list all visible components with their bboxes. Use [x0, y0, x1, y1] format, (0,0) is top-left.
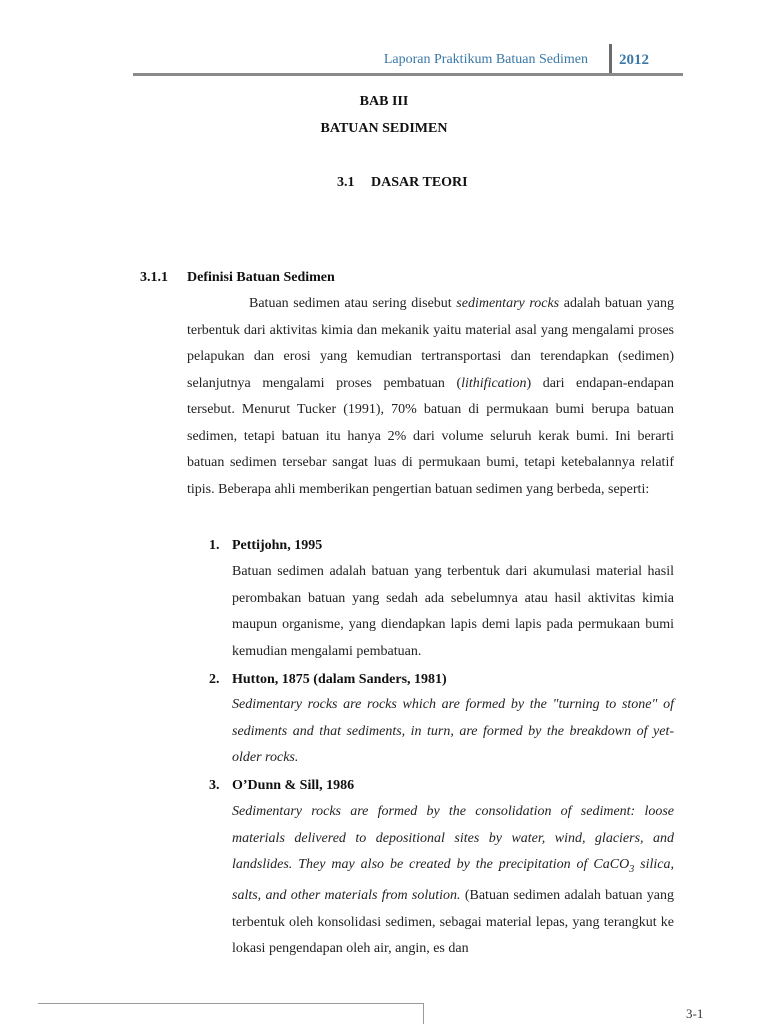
section-number: 3.1	[337, 175, 355, 190]
definition-3-italic-a: Sedimentary rocks are formed by the consolidation of sediment: loose materials delivered to depositional sites by water, wind, glaciers, and landslides. They may also be created by the precipitation of CaCO	[232, 804, 674, 872]
running-header-year: 2012	[619, 52, 649, 68]
definition-1-text: Batuan sedimen adalah batuan yang terbentuk dari akumulasi material hasil perombakan batuan yang sedah ada sebelumnya atau hasil aktivitas kimia maupun organisme, yang diendapkan lapis demi lapis pada permukaan bumi kemudian mengalami pembatuan.	[232, 564, 674, 659]
header-rule	[133, 73, 683, 76]
definition-3-text	[232, 799, 674, 963]
subsection-number: 3.1.1	[140, 270, 168, 285]
section-title: DASAR TEORI	[371, 175, 468, 190]
definition-3-author: O’Dunn & Sill, 1986	[232, 778, 355, 793]
footer-rule-tick	[423, 1003, 424, 1024]
definition-1-heading	[209, 538, 322, 554]
definition-2-heading	[209, 672, 447, 688]
subsection-title: Definisi Batuan Sedimen	[187, 270, 335, 285]
footer-rule	[38, 1003, 424, 1004]
page-number: 3-1	[686, 1006, 704, 1021]
chapter-label: BAB III	[359, 94, 409, 109]
intro-text-1: Batuan sedimen atau sering disebut	[249, 296, 457, 311]
intro-paragraph	[187, 291, 674, 503]
chapter-title: BATUAN SEDIMEN	[320, 121, 448, 136]
definition-3-normal: (Batuan sedimen adalah batuan yang terbentuk oleh konsolidasi sedimen, sebagai material lepas, yang terangkut ke lokasi pengendapan oleh air, angin, es dan	[232, 888, 674, 957]
definition-1-author: Pettijohn, 1995	[232, 538, 323, 553]
header-separator	[609, 44, 612, 74]
definition-2-text: Sedimentary rocks are rocks which are formed by the "turning to stone" of sediments and that sediments, in turn, are formed by the breakdown of yet-older rocks.	[232, 697, 674, 765]
intro-text-3: ) dari endapan-endapan tersebut. Menurut Tucker (1991), 70% batuan di permukaan bumi berupa batuan sedimen, tetapi batuan itu hanya 2% dari volume seluruh kerak bumi. Ini berarti batuan sedimen tersebar sangat luas di permukaan bumi, tetapi ketebalannya relatif tipis. Beberapa ahli memberikan pengertian batuan sedimen yang berbeda, seperti:	[187, 375, 674, 497]
definition-3-number: 3.	[209, 778, 220, 793]
section-heading	[337, 175, 468, 191]
definition-3-heading	[209, 778, 354, 794]
definition-1-number: 1.	[209, 538, 220, 553]
subsection-heading	[140, 270, 335, 286]
definition-2-number: 2.	[209, 672, 220, 687]
definition-2-author: Hutton, 1875 (dalam Sanders, 1981)	[232, 672, 447, 687]
definition-3-italic-b: silica, salts, and other materials from solution.	[232, 857, 674, 904]
intro-text-2: adalah batuan yang terbentuk dari aktivitas kimia dan mekanik yaitu material asal yang mengalami proses pelapukan dan erosi yang kemudian tertransportasi dan terendapkan (sedimen) selanjutnya mengalami proses pembatuan (	[187, 296, 675, 391]
intro-term-sedimentary-rocks: sedimentary rocks	[456, 296, 560, 311]
definition-3-subscript: 3	[629, 863, 635, 875]
intro-term-lithification: lithification	[461, 375, 527, 391]
running-header-title: Laporan Praktikum Batuan Sedimen	[383, 52, 588, 67]
